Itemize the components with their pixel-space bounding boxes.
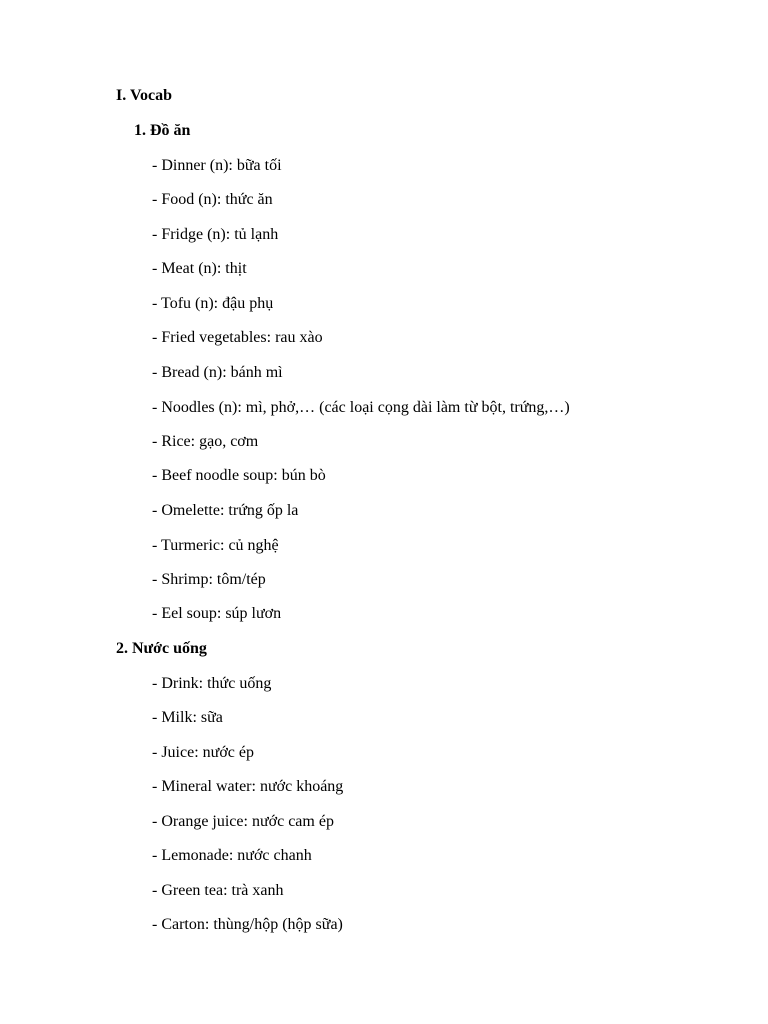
vocab-item: - Dinner (n): bữa tối [152, 157, 282, 174]
vocab-item: - Tofu (n): đậu phụ [152, 295, 274, 312]
vocab-item: - Orange juice: nước cam ép [152, 813, 334, 830]
vocab-item: - Noodles (n): mì, phở,… (các loại cọng dài làm từ bột, trứng,…) [152, 399, 570, 416]
vocab-item: - Shrimp: tôm/tép [152, 571, 266, 588]
vocab-item: - Beef noodle soup: bún bò [152, 467, 326, 484]
vocab-item: - Bread (n): bánh mì [152, 364, 283, 381]
vocab-heading: I. Vocab [116, 87, 173, 104]
vocab-item: - Fridge (n): tủ lạnh [152, 226, 279, 243]
vocab-item: - Fried vegetables: rau xào [152, 329, 323, 346]
vocab-item: - Green tea: trà xanh [152, 882, 284, 899]
vocab-item: - Juice: nước ép [152, 744, 254, 761]
vocab-item: - Drink: thức uống [152, 675, 272, 692]
vocab-item: - Food (n): thức ăn [152, 191, 273, 208]
vocab-item: - Eel soup: súp lươn [152, 605, 282, 622]
section-title-drinks: 2. Nước uống [116, 640, 207, 657]
vocab-item: - Mineral water: nước khoáng [152, 778, 344, 795]
section-title-food: 1. Đồ ăn [134, 122, 191, 139]
vocab-item: - Carton: thùng/hộp (hộp sữa) [152, 916, 343, 933]
vocab-item: - Turmeric: củ nghệ [152, 537, 279, 554]
vocab-item: - Omelette: trứng ốp la [152, 502, 299, 519]
vocab-item: - Meat (n): thịt [152, 260, 247, 277]
vocab-item: - Rice: gạo, cơm [152, 433, 259, 450]
vocab-item: - Milk: sữa [152, 709, 223, 726]
vocab-item: - Lemonade: nước chanh [152, 847, 312, 864]
